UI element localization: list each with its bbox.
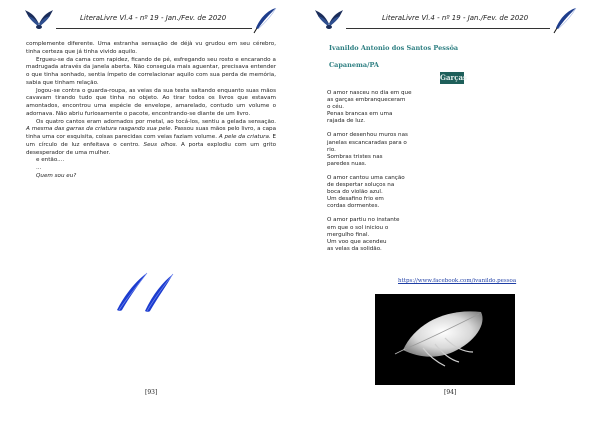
blue-feathers-icon	[115, 270, 185, 314]
poem-line: rio.	[327, 146, 336, 153]
paragraph-text: Passou suas mãos pelo livro, a capa tinha uma cor esquisita, coisas parecidas com veias faziam volume.	[26, 126, 276, 140]
poem-stanza	[327, 132, 457, 167]
header-title: LiteraLivre Vl.4 - nº 19 - Jan./Fev. de 2020	[382, 14, 529, 22]
author-name: Ivanildo Antonio dos Santos Pessôa	[329, 44, 459, 52]
paragraph-text: A porta explodiu com um grito desesperador de uma mulher.	[26, 141, 276, 156]
header-title: LiteraLivre Vl.4 - nº 19 - Jan./Fev. de 2020	[80, 14, 227, 22]
poem-line: Penas brancas em uma	[327, 111, 393, 118]
poem-stanza	[327, 217, 457, 252]
poem-line: O amor partiu no instante	[327, 217, 400, 224]
quill-pen-icon	[552, 6, 578, 34]
poem-line: mergulho final.	[327, 231, 370, 238]
poem-line: O amor nasceu no dia em que	[327, 90, 412, 96]
paragraph: Jogou-se contra o guarda-roupa, as veias da sua testa saltando enquanto suas mãos cavavam tirando tudo que tinha no objeto. Ao tirar todos os livros que estavam amontados, encontrou uma espécie de envelope, amarelado, contudo um volume o adornava. Não abriu furiosamente o pacote, encontrando-se diante de um livro.	[26, 87, 276, 117]
poem-line: o céu.	[327, 104, 345, 111]
poem-line: boca do violão azul.	[327, 189, 383, 196]
poem-stanza	[327, 175, 457, 210]
paragraph: ...	[36, 165, 42, 171]
poem-line: paredes nuas.	[327, 160, 367, 167]
poem-line: de despertar soluços na	[327, 182, 395, 189]
facebook-link[interactable]: https://www.facebook.com/ivanildo.pessoa	[398, 278, 517, 284]
paragraph-text: Os quatro cantos eram adornados por metal, ao tocá-los, sentiu a gelada sensação.	[36, 118, 276, 125]
white-feather-icon	[375, 294, 515, 385]
header-rule	[56, 28, 252, 29]
poem-line: em que o sol iniciou o	[327, 224, 389, 231]
paragraph	[26, 119, 276, 158]
right-page	[300, 0, 600, 424]
italic-phrase: A pele da criatura.	[218, 134, 271, 140]
poem-line: as velas da solidão.	[327, 245, 382, 252]
winged-logo-icon	[314, 9, 344, 31]
poem-line: janelas escancaradas para o	[327, 139, 407, 146]
feather-photo	[375, 294, 515, 385]
paragraph: Ergueu-se da cama com rapidez, ficando de pé, esfregando seu rosto e encarando a madrugada através da janela aberta. Não conseguia mais aguentar, precisava entender o que tinha sonhado, sentia ímpeto de correlacionar aquilo com sua perda de memória, sabia que tinham relação.	[26, 56, 276, 86]
poem-line: O amor cantou uma canção	[327, 174, 405, 181]
left-header	[0, 6, 300, 32]
poem	[327, 90, 457, 260]
poem-line: cordas dormentes.	[327, 203, 380, 210]
header-rule	[346, 28, 550, 29]
page-number: [93]	[145, 389, 158, 396]
poem-line: rajada de luz.	[327, 118, 366, 125]
page-number: [94]	[444, 389, 457, 396]
question-line	[26, 173, 276, 181]
question-text: Quem sou eu?	[36, 172, 77, 179]
poem-stanza	[327, 90, 457, 125]
poem-line: O amor desenhou muros nas	[327, 132, 408, 139]
italic-phrase: A mesma das garras da criatura rasgando sua pele.	[26, 126, 173, 133]
paragraph: complemente diferente. Uma estranha sensação de déjà vu grudou em seu cérebro, tinha certeza que já tinha vivido aquilo.	[26, 41, 276, 55]
paragraph-text: E um círculo de luz enfeitava o centro.	[26, 134, 277, 148]
poem-line: Um desafino frio em	[327, 196, 384, 203]
paragraph: e então....	[36, 157, 65, 164]
poem-line: Sombras tristes nas	[327, 153, 383, 160]
right-header	[300, 6, 600, 32]
story-text	[26, 41, 276, 181]
poem-line: as garças embranqueceram	[327, 97, 406, 104]
poem-line: Um voo que acendeu	[327, 238, 387, 245]
italic-phrase: Seus olhos.	[143, 141, 178, 148]
author-city: Capanema/PA	[329, 61, 379, 69]
quill-pen-icon	[252, 6, 278, 34]
winged-logo-icon	[24, 9, 54, 31]
poem-title: Garças	[440, 73, 467, 82]
